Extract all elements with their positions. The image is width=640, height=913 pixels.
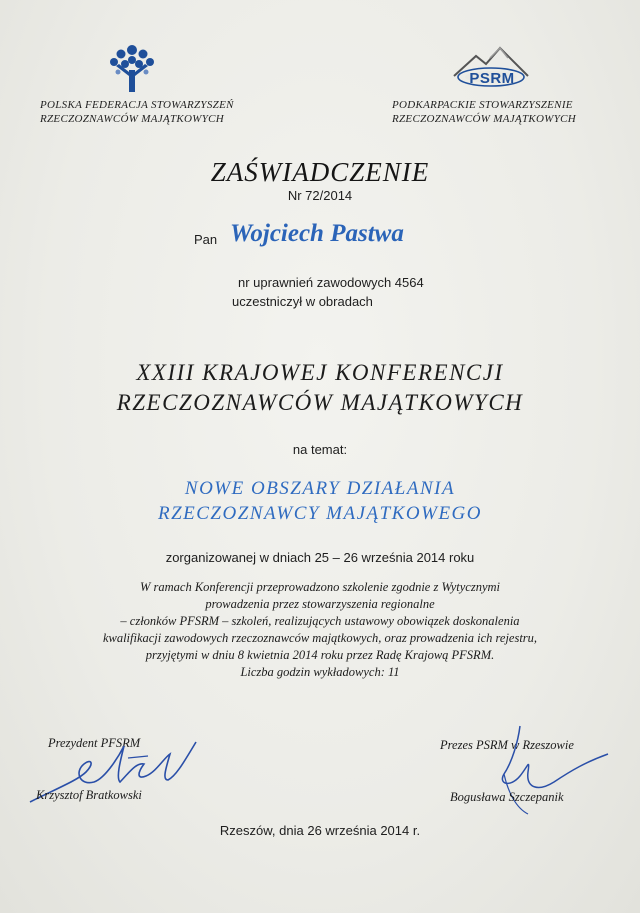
right-org-name (392, 98, 622, 126)
topic-label: na temat: (292, 442, 348, 457)
training-description (40, 579, 600, 681)
description-line: kwalifikacji zawodowych rzeczoznawców majątkowych, oraz prowadzenia ich rejestru, (102, 631, 538, 645)
topic (0, 476, 640, 526)
description-line: Liczba godzin wykładowych: 11 (240, 665, 400, 679)
recipient-name: Wojciech Pastwa (230, 220, 404, 247)
left-org-name (40, 98, 280, 126)
right-org-line2: RZECZOZNAWCÓW MAJĄTKOWYCH (392, 113, 577, 125)
psrm-logo-text: PSRM (469, 70, 515, 87)
salutation: Pan (194, 232, 218, 247)
right-handwritten-signature-icon (468, 722, 618, 822)
left-signature-role: Prezydent PFSRM (48, 736, 141, 750)
certificate-number: Nr 72/2014 (287, 188, 353, 203)
conference-line2: RZECZOZNAWCÓW MAJĄTKOWYCH (116, 390, 524, 415)
topic-line1: NOWE OBSZARY DZIAŁANIA (184, 478, 456, 499)
license-number-line: nr uprawnień zawodowych 4564 (238, 275, 424, 290)
right-signature-role: Prezes PSRM w Rzeszowie (440, 738, 574, 752)
description-line: przyjętymi w dniu 8 kwietnia 2014 roku przez Radę Krajową PFSRM. (145, 648, 495, 662)
certificate-title: ZAŚWIADCZENIE (210, 157, 430, 187)
topic-line2: RZECZOZNAWCY MAJĄTKOWEGO (157, 503, 482, 524)
pfsrm-tree-logo-icon (104, 40, 160, 96)
left-signature-name: Krzysztof Bratkowski (36, 788, 142, 802)
conference-name (0, 358, 640, 418)
right-signature-name: Bogusława Szczepanik (450, 790, 564, 804)
left-org-line2: RZECZOZNAWCÓW MAJĄTKOWYCH (40, 113, 225, 125)
conference-dates: zorganizowanej w dniach 25 – 26 września 2014 roku (165, 550, 475, 565)
place-and-date: Rzeszów, dnia 26 września 2014 r. (219, 823, 421, 838)
description-line: – członków PFSRM – szkoleń, realizujących ustawowy obowiązek doskonalenia (120, 614, 520, 628)
description-line: prowadzenia przez stowarzyszenia regionalne (205, 597, 435, 611)
participation-line: uczestniczył w obradach (232, 294, 373, 309)
right-org-line1: PODKARPACKIE STOWARZYSZENIE (392, 99, 573, 111)
conference-line1: XXIII KRAJOWEJ KONFERENCJI (136, 360, 504, 385)
description-line: W ramach Konferencji przeprowadzono szkolenie zgodnie z Wytycznymi (139, 580, 501, 594)
left-org-line1: POLSKA FEDERACJA STOWARZYSZEŃ (40, 99, 234, 111)
